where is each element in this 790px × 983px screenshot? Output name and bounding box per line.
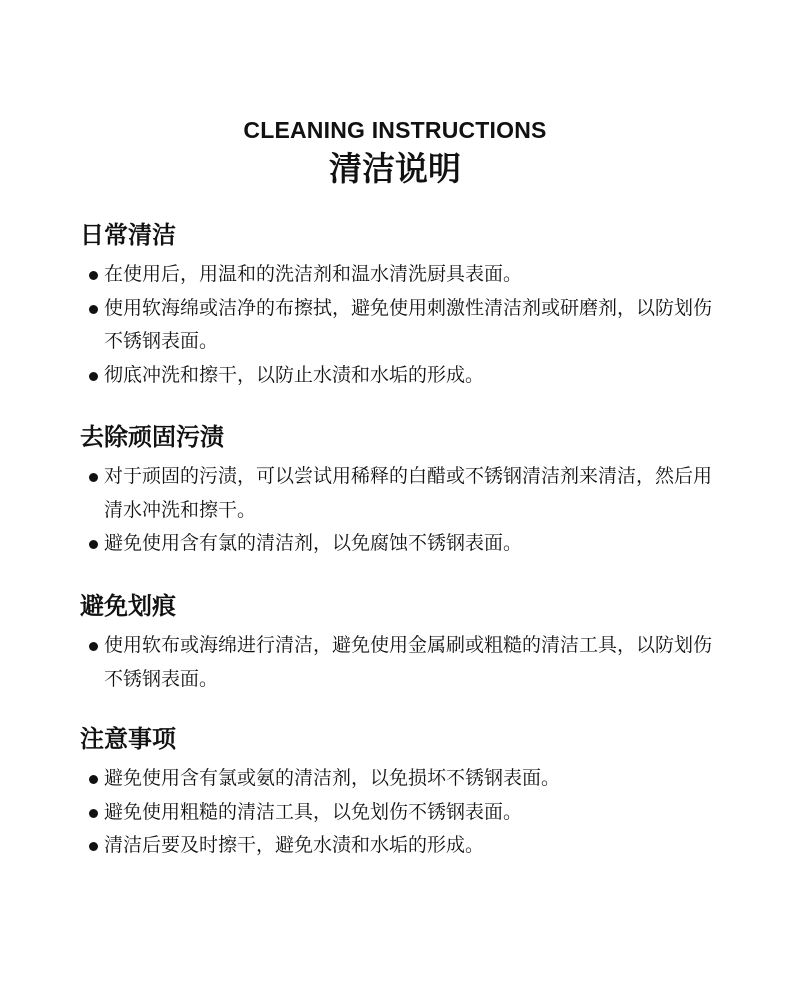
list-item — [80, 829, 720, 863]
bullet-dot-icon — [89, 372, 98, 381]
section-daily-cleaning — [80, 220, 720, 392]
bullet-list — [80, 460, 720, 561]
section-heading: 日常清洁 — [80, 221, 176, 249]
section-heading: 去除顽固污渍 — [80, 423, 224, 451]
list-item-text: 避免使用含有氯的清洁剂，以免腐蚀不锈钢表面。 — [104, 532, 523, 554]
section-stubborn-stains — [80, 422, 720, 561]
list-item-text: 对于顽固的污渍，可以尝试用稀释的白醋或不锈钢清洁剂来清洁，然后用清水冲洗和擦干。 — [104, 465, 713, 521]
bullet-dot-icon — [89, 842, 98, 851]
bullet-dot-icon — [89, 809, 98, 818]
title-english: CLEANING INSTRUCTIONS — [243, 117, 547, 143]
list-item — [80, 292, 720, 359]
bullet-dot-icon — [89, 775, 98, 784]
bullet-dot-icon — [89, 642, 98, 651]
bullet-dot-icon — [89, 305, 98, 314]
section-heading: 避免划痕 — [80, 592, 176, 620]
list-item — [80, 460, 720, 527]
list-item — [80, 359, 720, 393]
list-item — [80, 629, 720, 696]
title-chinese: 清洁说明 — [329, 149, 461, 188]
list-item-text: 彻底冲洗和擦干，以防止水渍和水垢的形成。 — [104, 363, 485, 386]
bullet-list — [80, 258, 720, 392]
list-item — [80, 762, 720, 796]
section-avoid-scratches — [80, 591, 720, 696]
list-item — [80, 527, 720, 561]
list-item — [80, 258, 720, 292]
list-item-text: 在使用后，用温和的洗洁剂和温水清洗厨具表面。 — [104, 263, 523, 285]
section-precautions — [80, 724, 720, 863]
list-item-text: 使用软海绵或洁净的布擦拭，避免使用刺激性清洁剂或研磨剂，以防划伤不锈钢表面。 — [104, 296, 713, 352]
bullet-dot-icon — [89, 271, 98, 280]
list-item — [80, 796, 720, 830]
bullet-dot-icon — [89, 540, 98, 549]
list-item-text: 避免使用粗糙的清洁工具，以免划伤不锈钢表面。 — [104, 800, 523, 823]
bullet-dot-icon — [89, 473, 98, 482]
list-item-text: 避免使用含有氯或氨的清洁剂，以免损坏不锈钢表面。 — [104, 767, 561, 789]
list-item-text: 使用软布或海绵进行清洁，避免使用金属刷或粗糙的清洁工具，以防划伤不锈钢表面。 — [104, 634, 713, 690]
bullet-list — [80, 762, 720, 863]
bullet-list — [80, 629, 720, 696]
list-item-text: 清洁后要及时擦干，避免水渍和水垢的形成。 — [104, 834, 485, 856]
section-heading: 注意事项 — [80, 725, 176, 753]
